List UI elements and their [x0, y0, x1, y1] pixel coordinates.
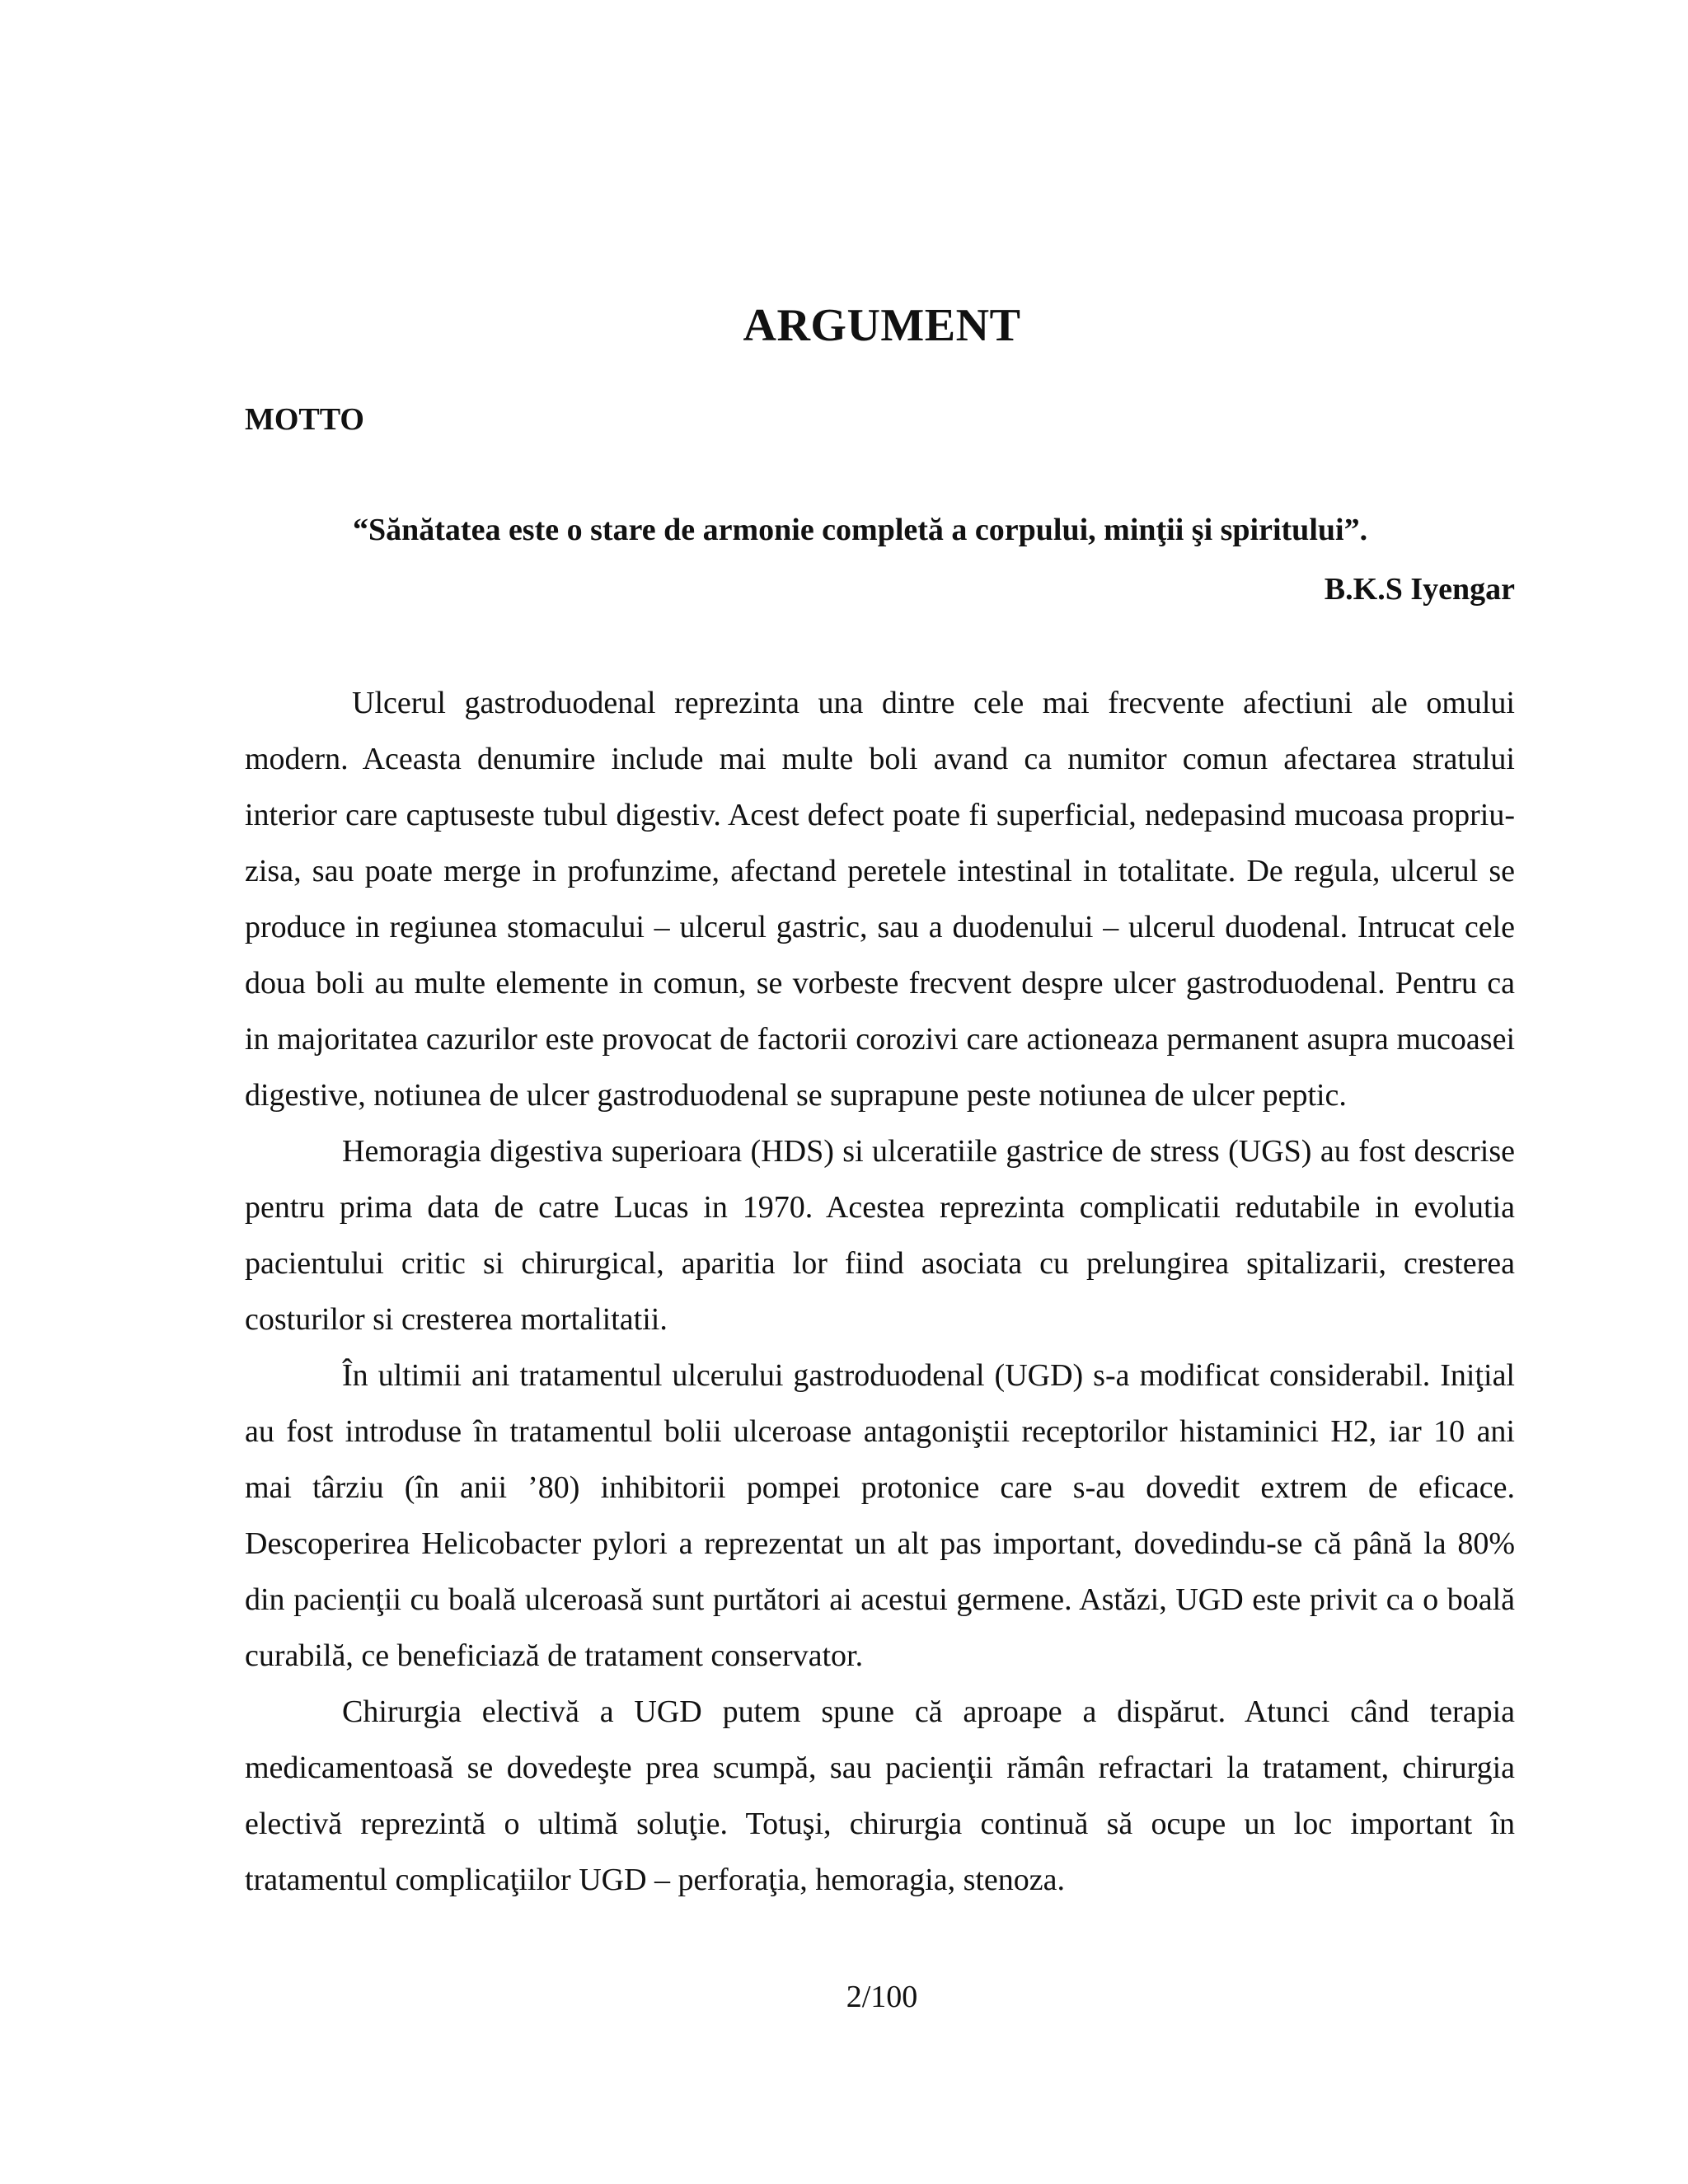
page-title: ARGUMENT [743, 300, 1021, 351]
paragraph: Ulcerul gastroduodenal reprezinta una dintre cele mai frecvente afectiuni ale omului modern. Aceasta denumire include mai multe boli avand ca numitor comun afectarea stratului interior care captuseste tubul digestiv. Acest defect poate fi superficial, nedepasind mucoasa propriu-zisa, sau poate merge in profunzime, afectand peretele intestinal in totalitate. De regula, ulcerul se produce in regiunea stomacului – ulcerul gastric, sau a duodenului – ulcerul duodenal. Intrucat cele doua boli au multe elemente in comun, se vorbeste frecvent despre ulcer gastroduodenal. Pentru ca in majoritatea cazurilor este provocat de factorii corozivi care actioneaza permanent asupra mucoasei digestive, notiunea de ulcer gastroduodenal se suprapune peste notiunea de ulcer peptic. [245, 686, 1515, 1113]
paragraph: În ultimii ani tratamentul ulcerului gastroduodenal (UGD) s-a modificat considerabil. Iniţial au fost introduse în tratamentul bolii ulceroase antagoniştii receptorilor histaminici H2, iar 10 ani mai târziu (în anii ’80) inhibitorii pompei protonice care s-au dovedit extrem de eficace. Descoperirea Helicobacter pylori a reprezentat un alt pas important, dovedindu-se că până la 80% din pacienţii cu boală ulceroasă sunt purtători ai acestui germene. Astăzi, UGD este privit ca o boală curabilă, ce beneficiază de tratament conservator. [245, 1358, 1515, 1673]
motto-label: MOTTO [245, 402, 364, 437]
body-text [245, 675, 1515, 1908]
quote-author: B.K.S Iyengar [1324, 572, 1515, 607]
page-number: 2/100 [846, 1980, 918, 2014]
motto-quote: “Sănătatea este o stare de armonie completă a corpului, minţii şi spiritului”. [353, 513, 1368, 547]
paragraph: Hemoragia digestiva superioara (HDS) si ulceratiile gastrice de stress (UGS) au fost descrise pentru prima data de catre Lucas in 1970. Acestea reprezinta complicatii redutabile in evolutia pacientului critic si chirurgical, aparitia lor fiind asociata cu prelungirea spitalizarii, cresterea costurilor si cresterea mortalitatii. [245, 1134, 1515, 1337]
paragraph: Chirurgia electivă a UGD putem spune că aproape a dispărut. Atunci când terapia medicamentoasă se dovedeşte prea scumpă, sau pacienţii rămân refractari la tratament, chirurgia electivă reprezintă o ultimă soluţie. Totuşi, chirurgia continuă să ocupe un loc important în tratamentul complicaţiilor UGD – perforaţia, hemoragia, stenoza. [245, 1694, 1515, 1897]
